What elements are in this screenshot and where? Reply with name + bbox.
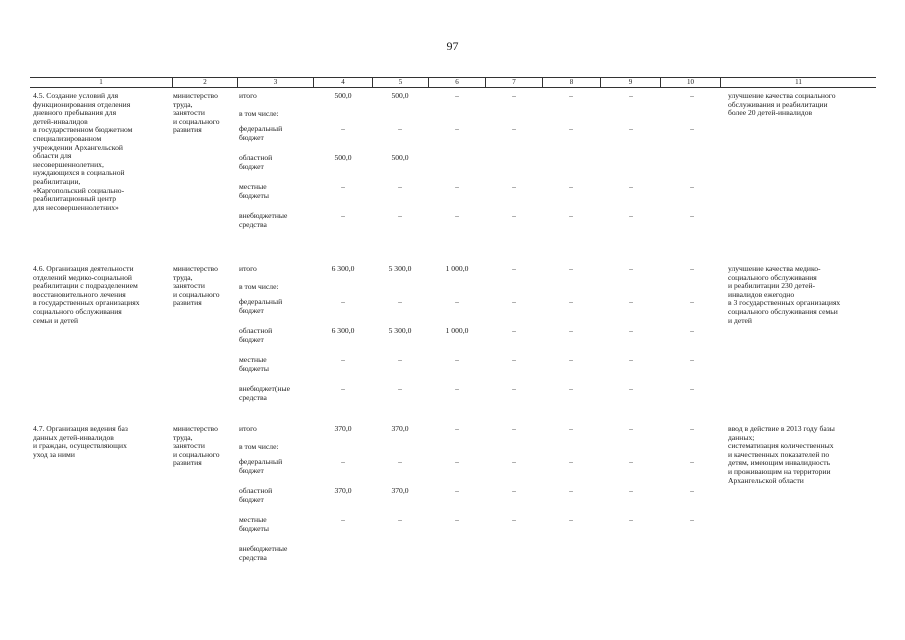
expected-result-line: социального обслуживания семьи [728, 307, 838, 316]
funding-source-label: итого [239, 91, 257, 100]
funding-value: – [455, 297, 459, 306]
funding-value: – [629, 124, 633, 133]
funding-value: – [341, 384, 345, 393]
executor-text-line: развития [173, 298, 202, 308]
activity-text-line: нуждающихся в социальной [33, 168, 125, 178]
executor-text-line: министерство [173, 424, 218, 433]
activity-text-line: в государственном бюджетном [33, 125, 133, 135]
expected-result-line: более 20 детей-инвалидов [728, 108, 813, 118]
expected-result-line: и реабилитации 230 детей- [728, 281, 816, 291]
funding-value: 6 300,0 [331, 264, 355, 273]
funding-source-label: местные [239, 355, 267, 364]
activity-text-line: отделений медико-социальной [33, 272, 132, 282]
funding-value: – [512, 124, 516, 133]
funding-value: – [629, 486, 633, 495]
funding-source-label: местные [239, 515, 267, 524]
funding-value: 1 000,0 [445, 264, 469, 273]
funding-value: – [569, 457, 573, 466]
activity-text-line: для несовершеннолетних» [33, 202, 119, 212]
funding-value: – [512, 457, 516, 466]
funding-value: – [512, 297, 516, 306]
funding-source-label: итого [239, 264, 257, 273]
funding-value: – [569, 124, 573, 133]
funding-value: – [690, 264, 694, 273]
expected-result-line: детям, имеющим инвалидность [728, 458, 831, 468]
activity-text-line: семьи и детей [33, 315, 79, 325]
executor-text-line: и социального [173, 289, 220, 299]
funding-value: – [512, 355, 516, 364]
funding-value: – [455, 211, 459, 220]
funding-value: – [455, 515, 459, 524]
activity-text-line: социального обслуживания [33, 307, 122, 316]
funding-value: – [455, 182, 459, 191]
expected-result-line: и качественных показателей по [728, 449, 830, 459]
funding-value: – [690, 424, 694, 433]
expected-result-line: улучшение качества медико- [728, 264, 821, 273]
funding-value: – [629, 211, 633, 220]
executor-text-line: министерство [173, 264, 218, 273]
funding-value: – [398, 124, 402, 133]
activity-text-line: и граждан, осуществляющих [33, 441, 127, 451]
funding-source-label: областной [239, 486, 273, 495]
funding-source-label: федеральный [239, 124, 283, 133]
funding-source-label: федеральный [239, 297, 283, 306]
activity-text-line: «Каргопольский социально- [33, 185, 125, 195]
funding-value: – [569, 384, 573, 393]
funding-source-label: федеральный [239, 457, 283, 466]
activity-text-line: восстановительного лечения [33, 289, 126, 299]
expected-result-line: Архангельской области [728, 475, 804, 485]
funding-value: – [455, 424, 459, 433]
column-header-cell: 8 [542, 78, 600, 87]
funding-value: – [629, 355, 633, 364]
funding-value: – [690, 297, 694, 306]
expected-result-line: систематизация количественных [728, 441, 834, 451]
funding-value: 500,0 [334, 91, 352, 100]
funding-source-label: бюджеты [239, 523, 269, 533]
funding-source-label: средства [239, 392, 267, 402]
funding-value: – [629, 384, 633, 393]
funding-source-label: итого [239, 424, 257, 433]
expected-result-line: в 3 государственных организациях [728, 298, 841, 308]
funding-source-label: внебюджетные [239, 544, 288, 553]
executor-text-line: труда, [173, 272, 193, 282]
funding-source-label: внебюджет(ные [239, 384, 290, 393]
funding-value: – [398, 384, 402, 393]
funding-value: 5 300,0 [388, 264, 412, 273]
funding-value: 370,0 [334, 424, 352, 433]
executor-text-line: труда, [173, 99, 193, 109]
funding-value: – [569, 297, 573, 306]
executor-text-line: министерство [173, 91, 218, 100]
executor-text-line: и социального [173, 449, 220, 459]
column-header-cell: 5 [372, 78, 428, 87]
funding-value: – [455, 457, 459, 466]
column-header-cell: 9 [600, 78, 660, 87]
column-header-row [30, 77, 876, 88]
activity-text-line: учреждении Архангельской [33, 142, 123, 152]
activity-text-line: дневного пребывания для [33, 108, 117, 118]
funding-value: 370,0 [391, 424, 409, 433]
funding-value: – [512, 486, 516, 495]
funding-value: – [398, 355, 402, 364]
activity-text-line: несовершеннолетних, [33, 159, 104, 169]
funding-value: – [690, 182, 694, 191]
funding-source-label: бюджет [239, 132, 264, 142]
funding-value: – [629, 515, 633, 524]
funding-value: – [341, 297, 345, 306]
funding-value: – [629, 326, 633, 335]
expected-result-line: улучшение качества социального [728, 91, 836, 100]
funding-source-label: средства [239, 219, 267, 229]
funding-value: – [569, 264, 573, 273]
funding-value: – [455, 91, 459, 100]
funding-value: – [629, 297, 633, 306]
funding-value: – [569, 486, 573, 495]
funding-value: – [512, 211, 516, 220]
funding-value: – [629, 424, 633, 433]
funding-value: – [341, 457, 345, 466]
activity-text-line: специализированном [33, 134, 102, 143]
executor-text-line: занятости [173, 281, 205, 291]
funding-source-label: областной [239, 153, 273, 162]
funding-value: – [569, 515, 573, 524]
column-header-cell: 2 [172, 78, 237, 87]
funding-value: – [512, 326, 516, 335]
funding-source-label: в том числе: [239, 282, 279, 291]
column-header-cell: 4 [313, 78, 372, 87]
funding-value: 370,0 [391, 486, 409, 495]
funding-value: – [398, 515, 402, 524]
funding-value: – [569, 326, 573, 335]
funding-value: – [512, 182, 516, 191]
funding-value: – [341, 515, 345, 524]
funding-source-label: бюджет [239, 465, 264, 475]
funding-value: – [398, 457, 402, 466]
funding-source-label: бюджет [239, 334, 264, 344]
funding-value: – [690, 486, 694, 495]
funding-value: – [629, 182, 633, 191]
funding-source-label: бюджет [239, 161, 264, 171]
funding-value: – [690, 355, 694, 364]
funding-source-label: бюджет [239, 494, 264, 504]
funding-value: – [455, 355, 459, 364]
funding-value: 5 300,0 [388, 326, 412, 335]
funding-value: – [569, 182, 573, 191]
activity-text-line: 4.5. Создание условий для [33, 91, 119, 100]
column-header-cell: 1 [99, 78, 103, 86]
funding-value: – [455, 124, 459, 133]
funding-value: – [512, 384, 516, 393]
funding-value: 500,0 [391, 91, 409, 100]
funding-source-label: средства [239, 552, 267, 562]
expected-result-line: инвалидов ежегодно [728, 289, 795, 299]
expected-result-line: и детей [728, 315, 752, 325]
funding-value: – [690, 457, 694, 466]
funding-value: – [690, 124, 694, 133]
activity-text-line: уход за ними [33, 449, 75, 459]
activity-text-line: реабилитации, [33, 177, 81, 186]
executor-text-line: занятости [173, 441, 205, 451]
funding-source-label: в том числе: [239, 442, 279, 451]
funding-value: – [629, 457, 633, 466]
funding-source-label: бюджеты [239, 363, 269, 373]
expected-result-line: обслуживания и реабилитации [728, 99, 828, 109]
funding-value: – [455, 486, 459, 495]
funding-value: – [690, 515, 694, 524]
activity-text-line: функционирования отделения [33, 99, 131, 109]
expected-result-line: ввод в действие в 2013 году базы [728, 424, 835, 433]
expected-result-line: и проживающим на территории [728, 467, 831, 476]
funding-value: – [341, 124, 345, 133]
funding-value: – [455, 384, 459, 393]
funding-source-label: бюджет [239, 305, 264, 315]
expected-result-line: социального обслуживания [728, 272, 817, 282]
funding-value: – [341, 182, 345, 191]
funding-value: – [512, 515, 516, 524]
funding-value: – [690, 326, 694, 335]
executor-text-line: развития [173, 125, 202, 135]
funding-value: – [341, 355, 345, 364]
executor-text-line: развития [173, 458, 202, 468]
column-header-cell: 11 [720, 78, 876, 87]
activity-text-line: реабилитации с подразделением [33, 281, 138, 291]
funding-value: – [398, 297, 402, 306]
funding-value: 370,0 [334, 486, 352, 495]
column-header-cell: 6 [428, 78, 485, 87]
activity-text-line: 4.7. Организация ведения баз [33, 424, 128, 433]
executor-text-line: занятости [173, 108, 205, 118]
funding-source-label: бюджеты [239, 190, 269, 200]
column-header-cell: 3 [237, 78, 313, 87]
funding-value: 500,0 [391, 153, 409, 162]
activity-text-line: области для [33, 151, 72, 161]
expected-result-line: данных; [728, 432, 755, 442]
funding-value: – [690, 91, 694, 100]
page-number: 97 [446, 39, 459, 53]
funding-value: – [569, 424, 573, 433]
funding-value: 1 000,0 [445, 326, 469, 335]
executor-text-line: труда, [173, 432, 193, 442]
funding-source-label: областной [239, 326, 273, 335]
funding-source-label: в том числе: [239, 109, 279, 118]
funding-value: – [690, 384, 694, 393]
funding-value: – [629, 264, 633, 273]
funding-value: – [512, 91, 516, 100]
funding-value: – [629, 91, 633, 100]
funding-value: – [569, 91, 573, 100]
activity-text-line: 4.6. Организация деятельности [33, 264, 134, 273]
funding-value: – [398, 182, 402, 191]
funding-value: – [569, 211, 573, 220]
funding-value: – [398, 211, 402, 220]
activity-text-line: детей-инвалидов [33, 116, 88, 126]
activity-text-line: данных детей-инвалидов [33, 432, 114, 442]
funding-value: 6 300,0 [331, 326, 355, 335]
funding-value: – [512, 264, 516, 273]
funding-value: – [341, 211, 345, 220]
funding-value: – [512, 424, 516, 433]
funding-value: 500,0 [334, 153, 352, 162]
funding-source-label: внебюджетные [239, 211, 288, 220]
activity-text-line: в государственных организациях [33, 298, 140, 308]
column-header-cell: 10 [660, 78, 720, 87]
funding-value: – [690, 211, 694, 220]
executor-text-line: и социального [173, 116, 220, 126]
activity-text-line: реабилитационный центр [33, 194, 117, 204]
column-header-cell: 7 [485, 78, 542, 87]
funding-value: – [569, 355, 573, 364]
funding-source-label: местные [239, 182, 267, 191]
